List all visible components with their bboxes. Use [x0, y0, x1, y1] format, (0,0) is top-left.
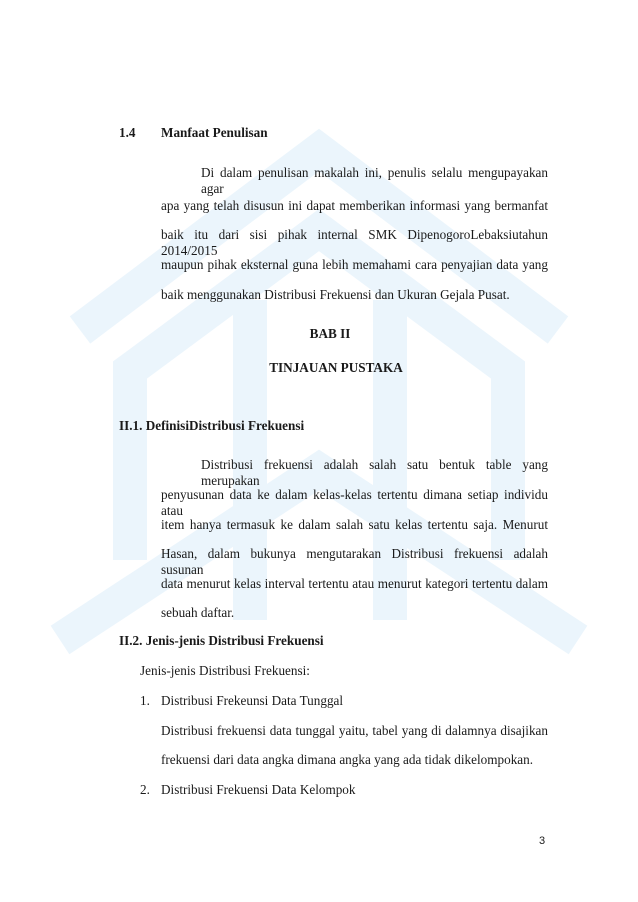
list-intro: Jenis-jenis Distribusi Frekuensi: — [140, 663, 310, 678]
section-title: DefinisiDistribusi Frekuensi — [145, 418, 305, 433]
paragraph-line: item hanya termasuk ke dalam salah satu kelas tertentu saja. Menurut — [161, 517, 548, 532]
section-heading — [119, 633, 324, 649]
paragraph-line: sebuah daftar. — [161, 605, 235, 620]
page-number: 3 — [539, 835, 546, 847]
section-heading — [119, 418, 304, 434]
paragraph-line: baik itu dari sisi pihak internal SMK DipenogoroLebaksiutahun 2014/2015 — [161, 227, 548, 258]
list-item-title: Distribusi Frekeunsi Data Tunggal — [161, 693, 344, 708]
chapter-label: BAB II — [309, 326, 351, 341]
list-item-title: Distribusi Frekuensi Data Kelompok — [161, 782, 356, 797]
paragraph-line: apa yang telah disusun ini dapat memberikan informasi yang bermanfat — [161, 198, 548, 213]
list-item-number: 1. — [140, 693, 150, 708]
section-heading: Manfaat Penulisan — [161, 125, 268, 140]
paragraph-line: penyusunan data ke dalam kelas-kelas tertentu dimana setiap individu atau — [161, 487, 548, 518]
section-title: Jenis-jenis Distribusi Frekuensi — [145, 633, 324, 648]
paragraph-line: maupun pihak eksternal guna lebih memahami cara penyajian data yang — [161, 257, 548, 272]
paragraph-line: data menurut kelas interval tertentu atau menurut kategori tertentu dalam — [161, 576, 548, 591]
chapter-title: TINJAUAN PUSTAKA — [269, 360, 403, 375]
section-number: II.2. — [119, 633, 143, 648]
paragraph-line: frekuensi dari data angka dimana angka yang ada tidak dikelompokan. — [161, 752, 534, 767]
paragraph-line: Distribusi frekuensi data tunggal yaitu, tabel yang di dalamnya disajikan — [161, 723, 548, 738]
paragraph-line: Distribusi frekuensi adalah salah satu bentuk table yang merupakan — [201, 457, 548, 488]
section-number: II.1. — [119, 418, 143, 433]
paragraph-line: baik menggunakan Distribusi Frekuensi dan Ukuran Gejala Pusat. — [161, 287, 510, 302]
paragraph-line: Hasan, dalam bukunya mengutarakan Distribusi frekuensi adalah susunan — [161, 546, 548, 577]
section-number: 1.4 — [119, 125, 136, 140]
list-item-number: 2. — [140, 782, 150, 797]
paragraph-line: Di dalam penulisan makalah ini, penulis selalu mengupayakan agar — [201, 165, 548, 196]
